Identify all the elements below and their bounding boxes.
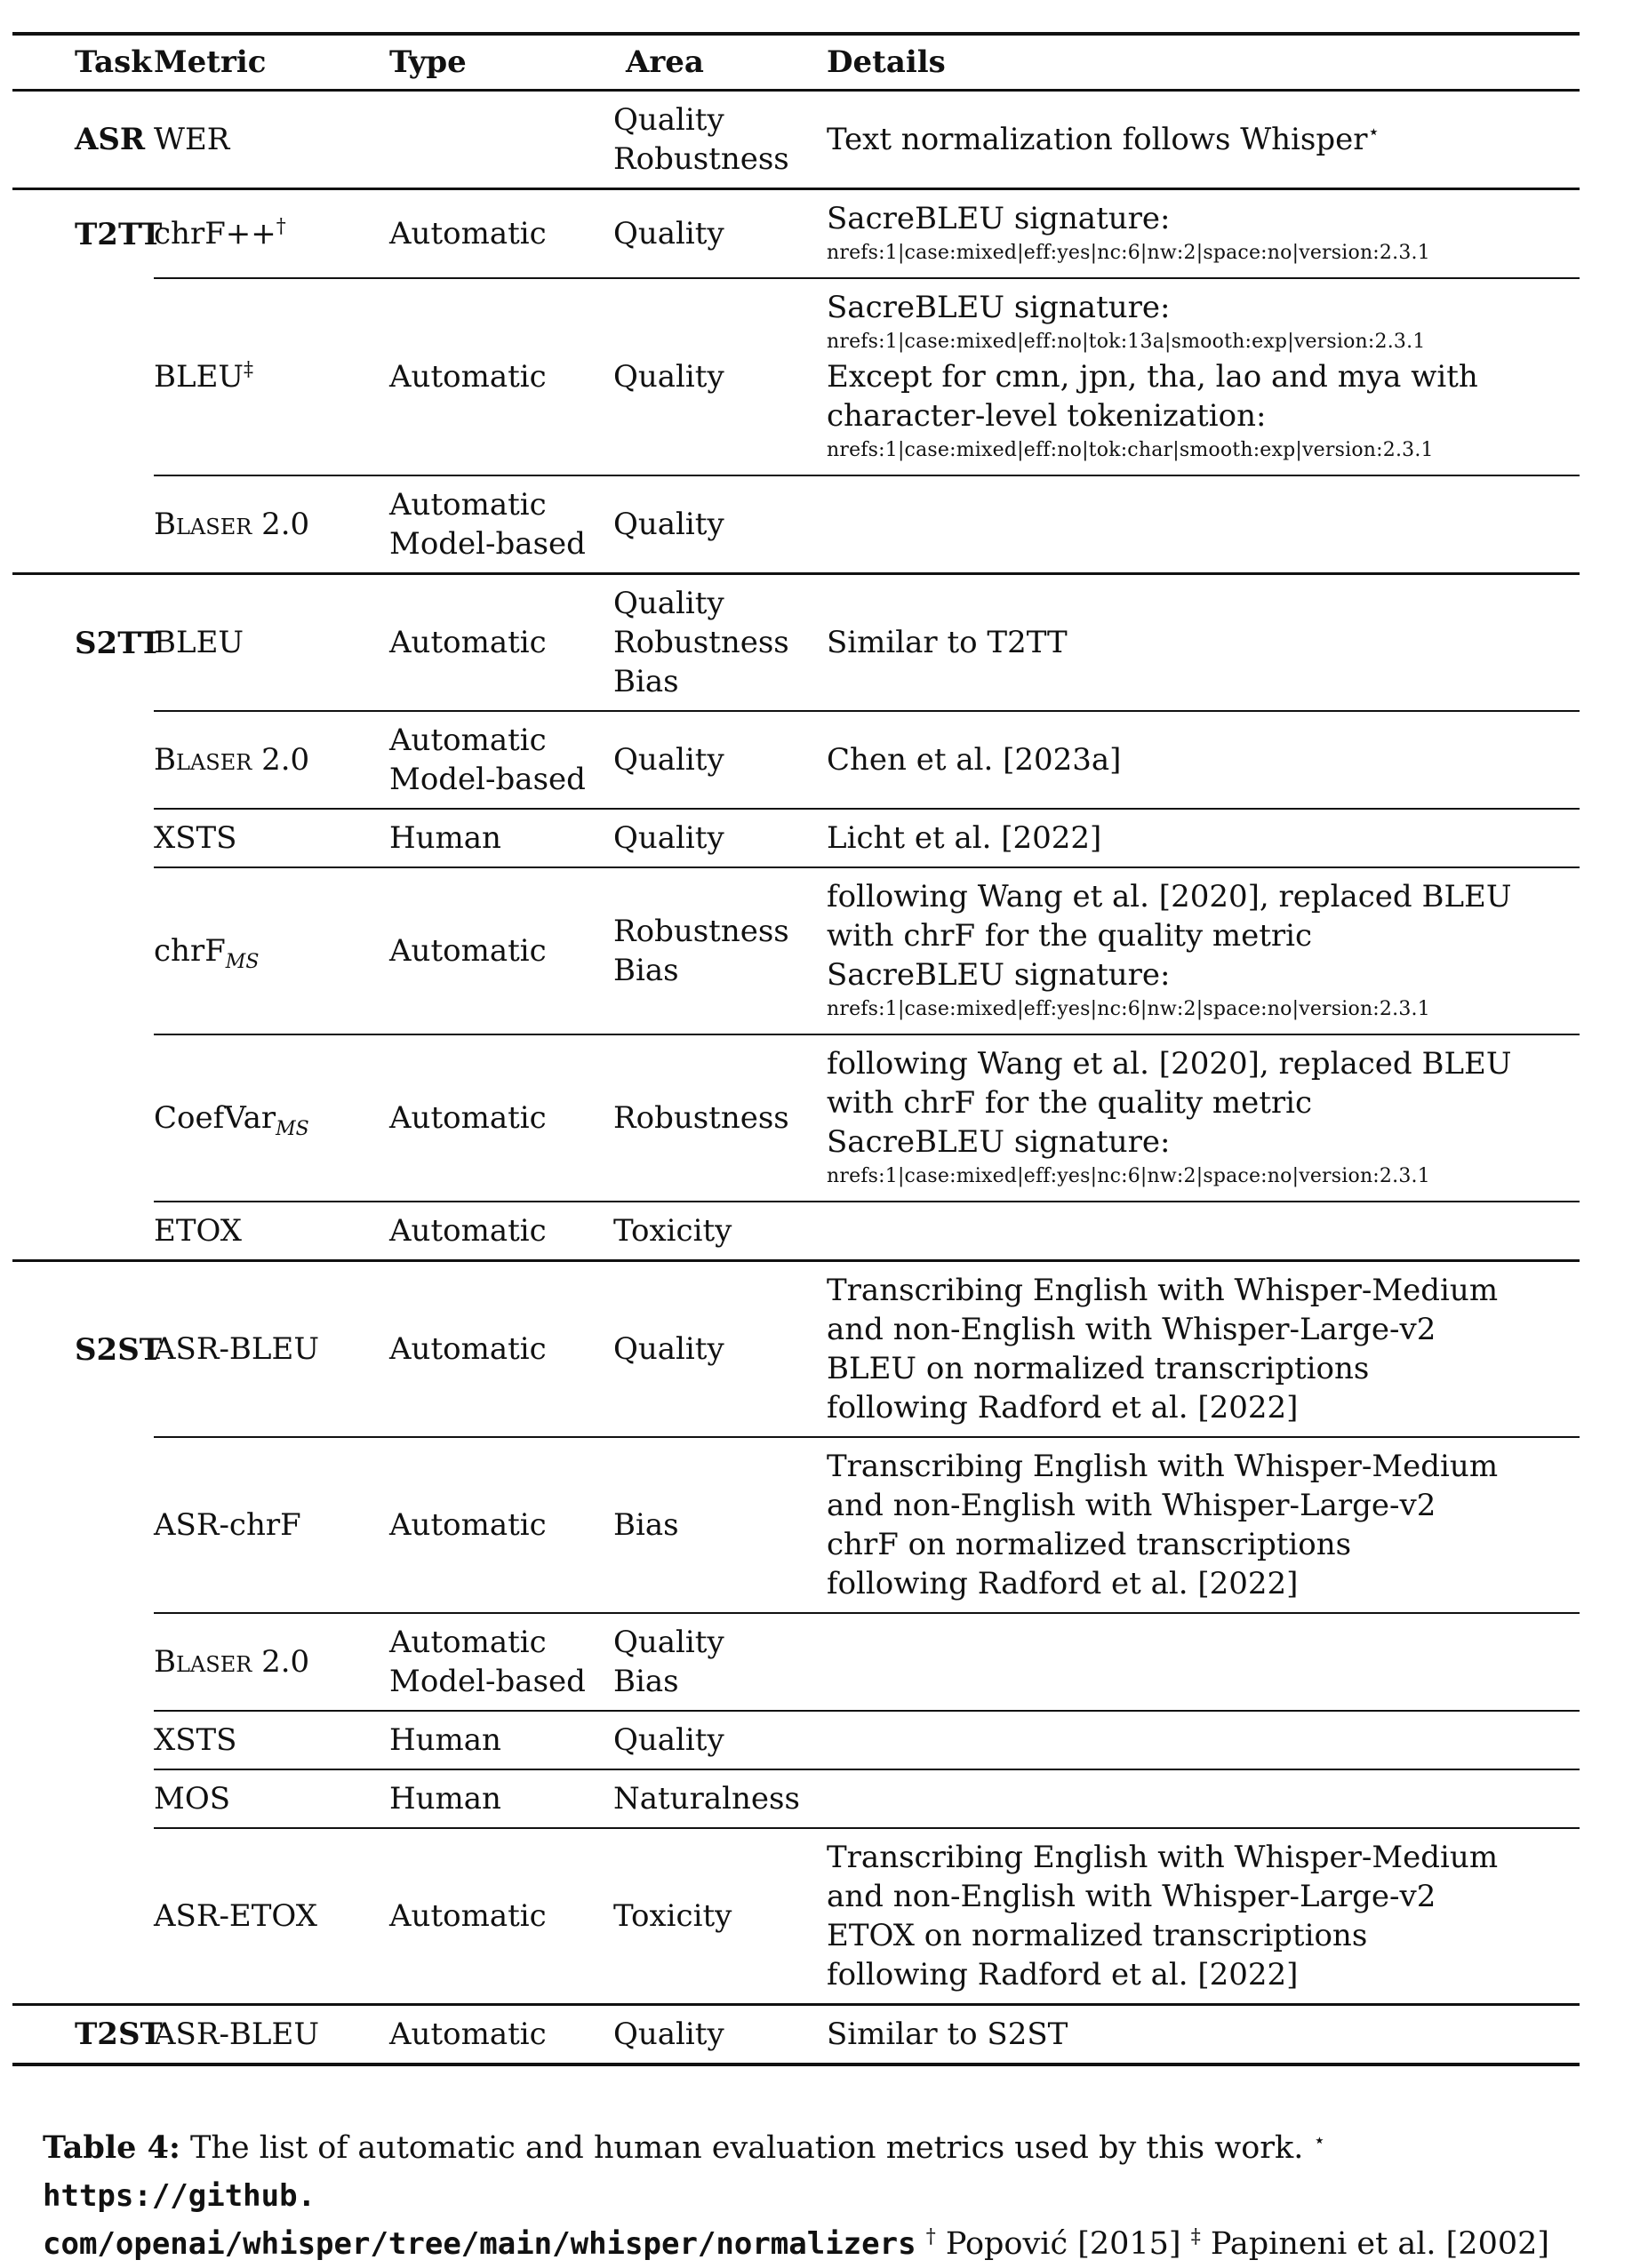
type-cell: Automatic (389, 189, 613, 279)
type-cell (389, 91, 613, 189)
area-line: Quality (613, 586, 724, 621)
footnote-marker: ‡ (1190, 2225, 1201, 2248)
type-cell (389, 475, 613, 574)
type-line: Model-based (389, 1664, 586, 1699)
type-line: Automatic (389, 487, 547, 523)
empty-task-cell (12, 1437, 154, 1613)
type-line: Automatic (389, 1625, 547, 1660)
table-row (12, 475, 1580, 574)
task-cell: T2TT (12, 189, 154, 279)
metric-subscript: MS (276, 1117, 309, 1140)
details-line: ETOX on normalized transcriptions (827, 1918, 1368, 1953)
details-line: Except for cmn, jpn, tha, lao and mya with (827, 359, 1478, 395)
empty-task-cell (12, 1828, 154, 2005)
task-cell: S2ST (12, 1261, 154, 1438)
type-line: Model-based (389, 526, 586, 562)
metric-cell: ASR-chrF (154, 1437, 389, 1613)
sacrebleu-signature: nrefs:1|case:mixed|eff:yes|nc:6|nw:2|space:no|version:2.3.1 (827, 998, 1430, 1020)
caption-ref-papineni: Papineni et al. [2002] (1210, 2226, 1550, 2262)
caption-url-part1: https://github. (43, 2178, 316, 2214)
empty-task-cell (12, 1769, 154, 1828)
area-cell: Toxicity (613, 1202, 827, 1261)
area-line: Robustness (613, 141, 789, 177)
type-cell: Automatic (389, 867, 613, 1034)
type-cell: Automatic (389, 1437, 613, 1613)
details-line: Transcribing English with Whisper-Medium (827, 1273, 1499, 1308)
area-cell: Quality (613, 711, 827, 809)
details-cell (827, 1711, 1580, 1769)
type-line: Automatic (389, 723, 547, 758)
metric-cell: Blaser 2.0 (154, 711, 389, 809)
header-details: Details (827, 34, 1580, 91)
type-line: Model-based (389, 762, 586, 797)
details-line: following Wang et al. [2020], replaced BLEU (827, 879, 1512, 914)
metric-cell: MOS (154, 1769, 389, 1828)
details-line: SacreBLEU signature: (827, 1124, 1171, 1160)
details-cell (827, 1261, 1580, 1438)
type-cell: Automatic (389, 278, 613, 475)
sacrebleu-signature: nrefs:1|case:mixed|eff:yes|nc:6|nw:2|space:no|version:2.3.1 (827, 1165, 1430, 1187)
type-cell: Automatic (389, 1202, 613, 1261)
empty-task-cell (12, 1202, 154, 1261)
area-cell: Robustness (613, 1034, 827, 1202)
type-cell: Automatic (389, 1034, 613, 1202)
footnote-marker: ⋆ (1367, 121, 1380, 144)
area-cell (613, 867, 827, 1034)
area-line: Bias (613, 1664, 679, 1699)
details-cell (827, 1437, 1580, 1613)
type-cell: Automatic (389, 574, 613, 712)
table-row (12, 1828, 1580, 2005)
header-row (12, 34, 1580, 91)
details-line: following Radford et al. [2022] (827, 1390, 1299, 1425)
area-cell: Quality (613, 475, 827, 574)
table-row (12, 91, 1580, 189)
table-row (12, 867, 1580, 1034)
empty-task-cell (12, 1711, 154, 1769)
area-line: Quality (613, 1625, 724, 1660)
metric-text: chrF (154, 933, 226, 969)
area-cell: Quality (613, 1261, 827, 1438)
area-cell: Naturalness (613, 1769, 827, 1828)
type-cell (389, 1613, 613, 1711)
details-line: Transcribing English with Whisper-Medium (827, 1449, 1499, 1484)
details-cell (827, 1202, 1580, 1261)
details-cell: Similar to T2TT (827, 574, 1580, 712)
area-cell: Quality (613, 189, 827, 279)
type-cell (389, 711, 613, 809)
table-row (12, 1613, 1580, 1711)
metric-cell: ASR-BLEU (154, 2005, 389, 2065)
area-line: Bias (613, 664, 679, 699)
metric-text: chrF++ (154, 216, 276, 252)
metric-cell: ASR-ETOX (154, 1828, 389, 2005)
table-row (12, 1202, 1580, 1261)
metric-text: CoefVar (154, 1100, 276, 1136)
metric-cell: XSTS (154, 809, 389, 867)
empty-task-cell (12, 1034, 154, 1202)
details-cell (827, 91, 1580, 189)
sacrebleu-signature: nrefs:1|case:mixed|eff:no|tok:char|smooth:exp|version:2.3.1 (827, 439, 1434, 461)
table-row (12, 574, 1580, 712)
metric-cell: WER (154, 91, 389, 189)
type-cell: Automatic (389, 2005, 613, 2065)
empty-task-cell (12, 867, 154, 1034)
area-line: Robustness (613, 914, 789, 949)
metric-cell: XSTS (154, 1711, 389, 1769)
details-cell (827, 1828, 1580, 2005)
table-row (12, 711, 1580, 809)
details-line: character-level tokenization: (827, 398, 1267, 434)
details-line: following Radford et al. [2022] (827, 1566, 1299, 1601)
details-cell: Chen et al. [2023a] (827, 711, 1580, 809)
metrics-table (12, 32, 1580, 2066)
empty-task-cell (12, 1613, 154, 1711)
metrics-table-container (12, 32, 1580, 2066)
details-line: SacreBLEU signature: (827, 290, 1171, 325)
sacrebleu-signature: nrefs:1|case:mixed|eff:no|tok:13a|smooth:exp|version:2.3.1 (827, 331, 1426, 353)
sacrebleu-signature: nrefs:1|case:mixed|eff:yes|nc:6|nw:2|space:no|version:2.3.1 (827, 242, 1430, 264)
area-cell (613, 91, 827, 189)
area-cell: Bias (613, 1437, 827, 1613)
area-cell: Toxicity (613, 1828, 827, 2005)
area-cell: Quality (613, 1711, 827, 1769)
area-cell: Quality (613, 278, 827, 475)
caption-url-part2: com/openai/whisper/tree/main/whisper/normalizers (43, 2226, 916, 2262)
metric-text: BLEU (154, 359, 244, 395)
details-cell (827, 475, 1580, 574)
area-cell: Quality (613, 809, 827, 867)
details-line: and non-English with Whisper-Large-v2 (827, 1488, 1436, 1523)
details-cell (827, 867, 1580, 1034)
table-row (12, 1261, 1580, 1438)
table-caption (43, 2124, 1607, 2268)
area-line: Quality (613, 102, 724, 138)
type-cell: Automatic (389, 1828, 613, 2005)
details-cell: Similar to S2ST (827, 2005, 1580, 2065)
caption-label: Table 4: (43, 2129, 180, 2166)
metric-cell: BLEU (154, 574, 389, 712)
header-area: Area (613, 34, 827, 91)
metric-cell (154, 1034, 389, 1202)
details-line: and non-English with Whisper-Large-v2 (827, 1312, 1436, 1347)
details-cell (827, 1769, 1580, 1828)
details-line: and non-English with Whisper-Large-v2 (827, 1879, 1436, 1914)
caption-text: The list of automatic and human evaluation metrics used by this work. (190, 2130, 1304, 2166)
metric-cell (154, 278, 389, 475)
footnote-marker: ‡ (244, 358, 254, 381)
caption-ref-popovic: Popović [2015] (945, 2226, 1181, 2262)
metric-cell: Blaser 2.0 (154, 1613, 389, 1711)
details-line: SacreBLEU signature: (827, 201, 1171, 236)
details-text: Text normalization follows Whisper (827, 122, 1368, 157)
task-cell: S2TT (12, 574, 154, 712)
details-line: BLEU on normalized transcriptions (827, 1351, 1370, 1386)
empty-task-cell (12, 278, 154, 475)
area-cell: Quality (613, 2005, 827, 2065)
details-cell (827, 1613, 1580, 1711)
table-row (12, 1034, 1580, 1202)
table-row (12, 2005, 1580, 2065)
details-line: following Wang et al. [2020], replaced BLEU (827, 1046, 1512, 1082)
header-type: Type (389, 34, 613, 91)
details-line: chrF on normalized transcriptions (827, 1527, 1352, 1562)
footnote-marker: ⋆ (1313, 2129, 1326, 2152)
table-row (12, 278, 1580, 475)
footnote-marker: † (276, 215, 286, 238)
empty-task-cell (12, 475, 154, 574)
details-line: with chrF for the quality metric (827, 918, 1313, 954)
table-row (12, 189, 1580, 279)
metric-cell (154, 867, 389, 1034)
area-cell (613, 1613, 827, 1711)
metric-cell: Blaser 2.0 (154, 475, 389, 574)
header-task: Task (12, 34, 154, 91)
details-cell (827, 278, 1580, 475)
area-line: Robustness (613, 625, 789, 660)
type-cell: Automatic (389, 1261, 613, 1438)
empty-task-cell (12, 711, 154, 809)
details-line: SacreBLEU signature: (827, 957, 1171, 993)
type-cell: Human (389, 1769, 613, 1828)
header-metric: Metric (154, 34, 389, 91)
type-cell: Human (389, 1711, 613, 1769)
task-cell: ASR (12, 91, 154, 189)
metric-subscript: MS (225, 950, 260, 973)
details-line: Transcribing English with Whisper-Medium (827, 1840, 1499, 1875)
area-cell (613, 574, 827, 712)
task-cell: T2ST (12, 2005, 154, 2065)
table-row (12, 1711, 1580, 1769)
details-cell (827, 189, 1580, 279)
empty-task-cell (12, 809, 154, 867)
area-line: Bias (613, 953, 679, 988)
table-row (12, 1769, 1580, 1828)
details-line: with chrF for the quality metric (827, 1085, 1313, 1121)
metric-cell: ASR-BLEU (154, 1261, 389, 1438)
details-cell (827, 1034, 1580, 1202)
table-row (12, 1437, 1580, 1613)
metric-cell: ETOX (154, 1202, 389, 1261)
metric-cell (154, 189, 389, 279)
details-cell: Licht et al. [2022] (827, 809, 1580, 867)
table-row (12, 809, 1580, 867)
type-cell: Human (389, 809, 613, 867)
details-line: following Radford et al. [2022] (827, 1957, 1299, 1992)
footnote-marker: † (925, 2225, 936, 2248)
